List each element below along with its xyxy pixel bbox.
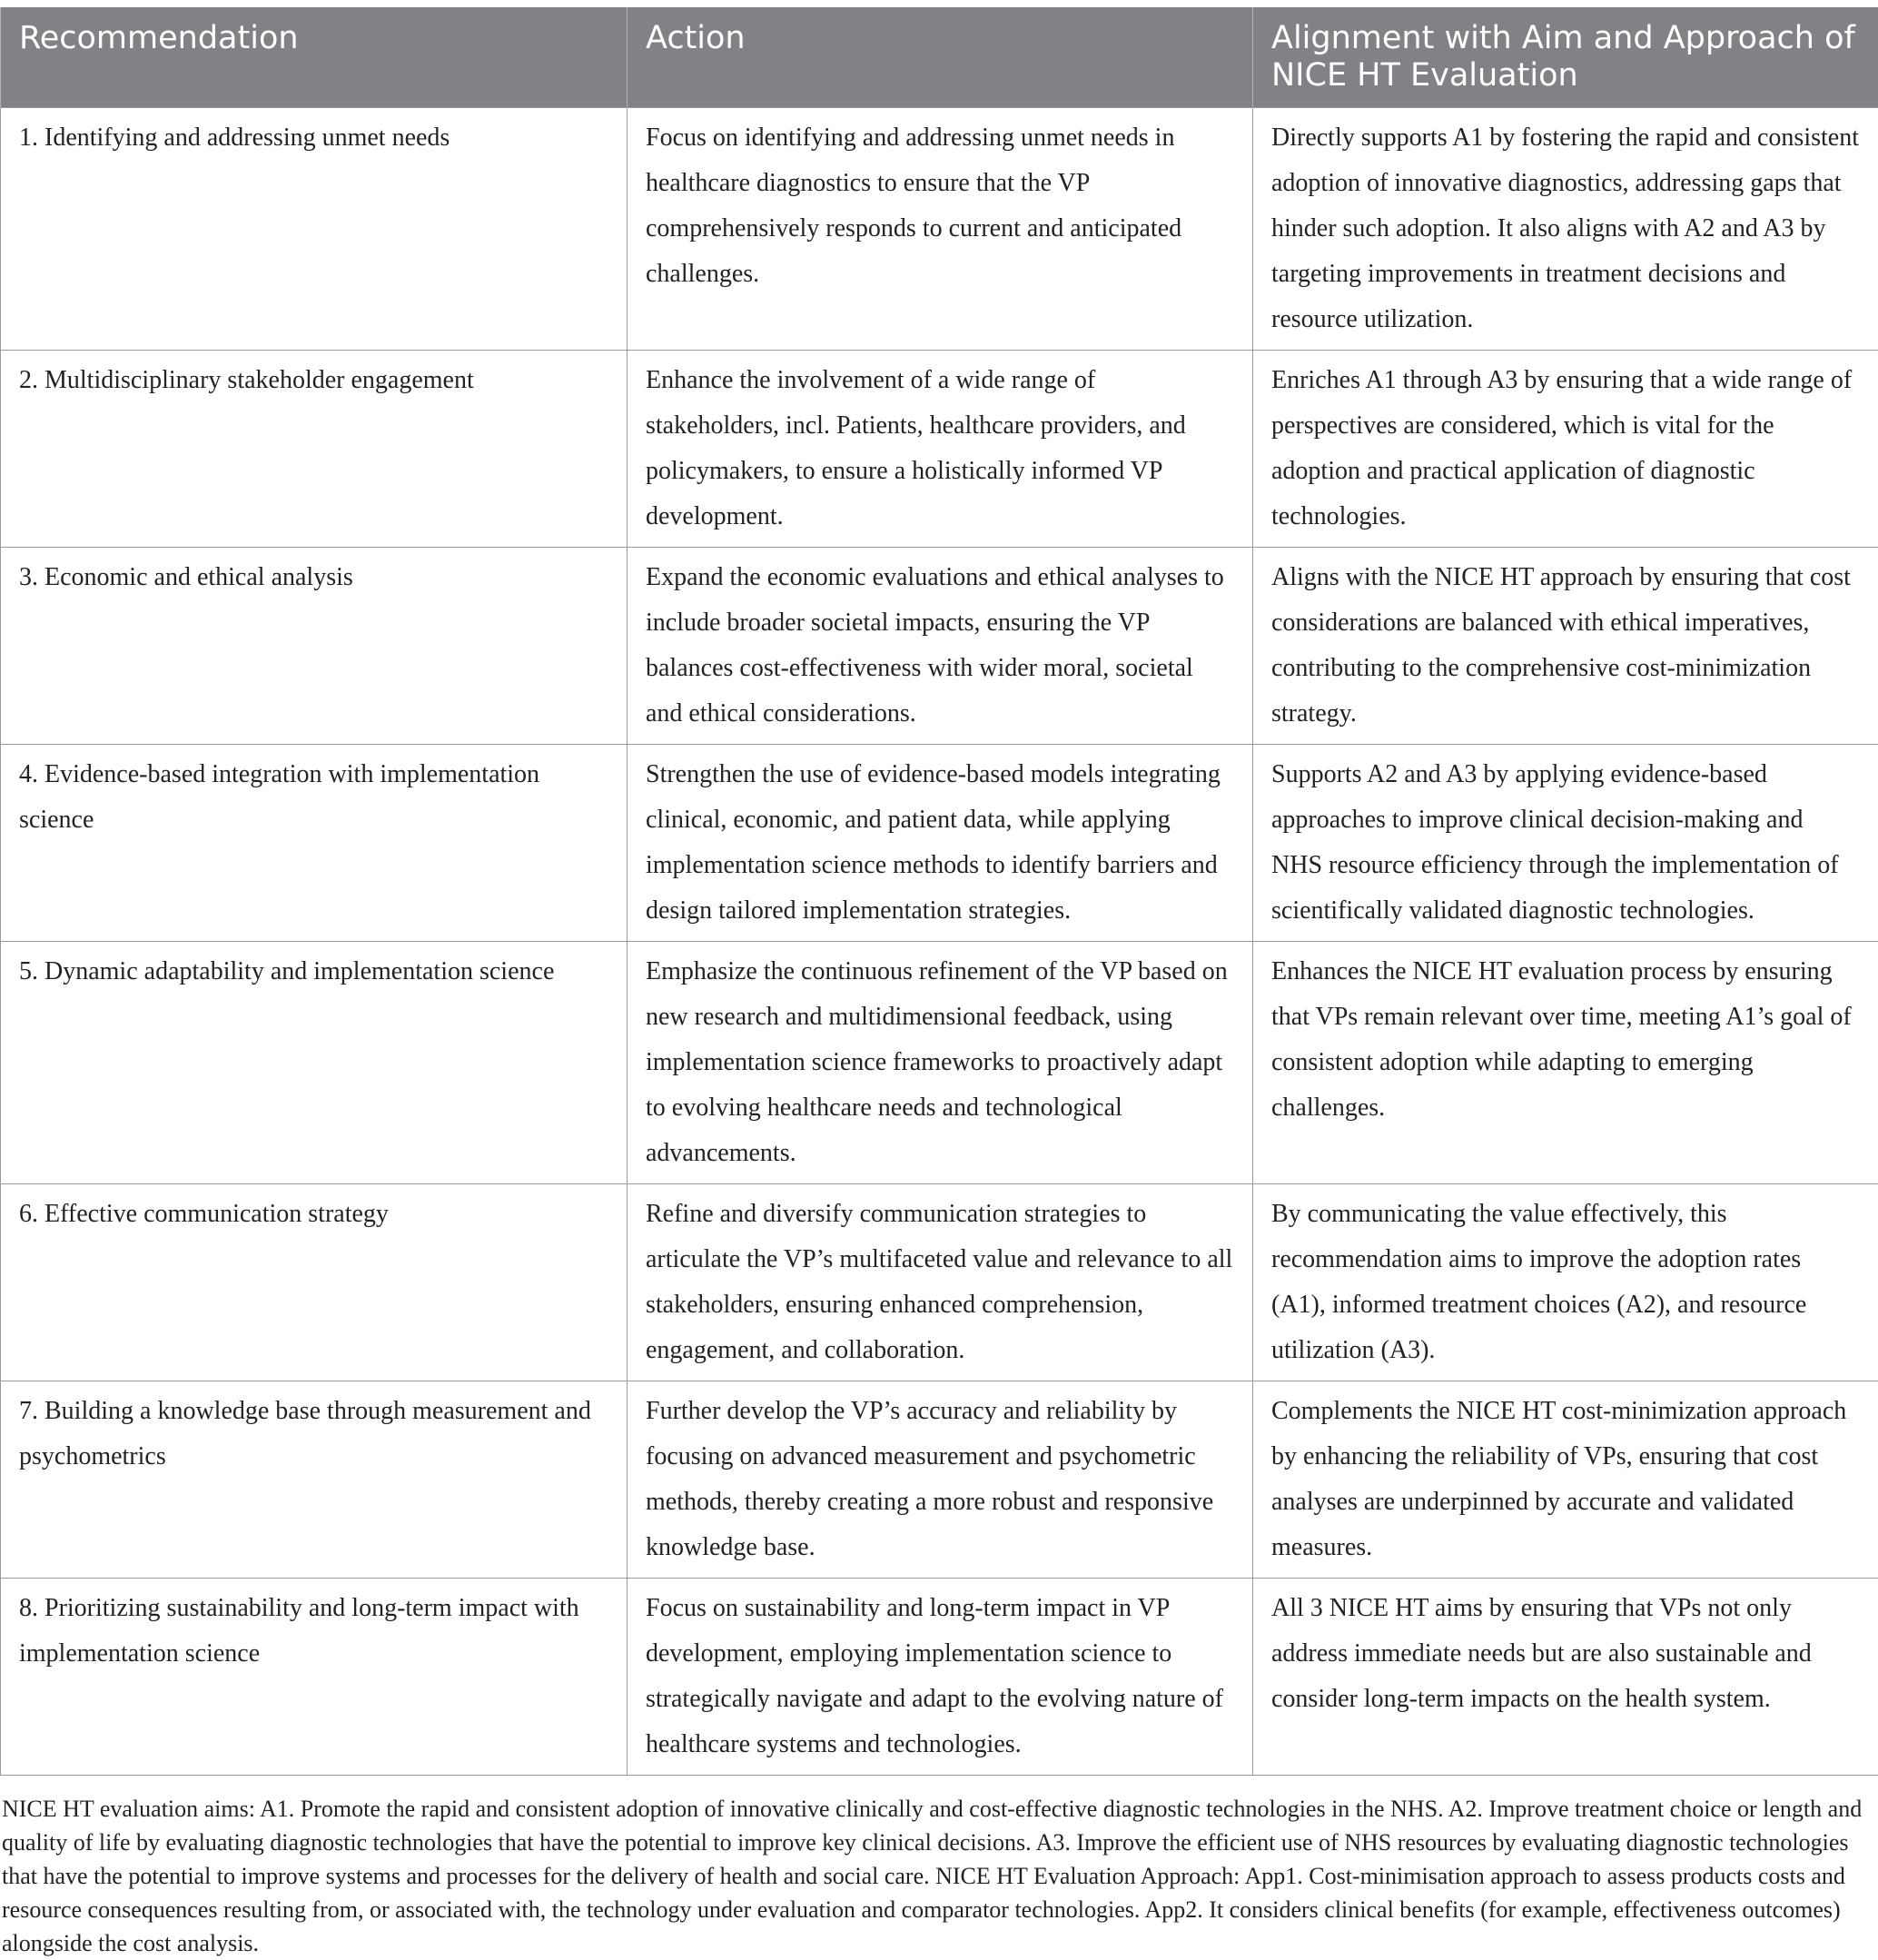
table-row	[1, 745, 1878, 942]
cell-recommendation: 2. Multidisciplinary stakeholder engagement	[1, 351, 628, 548]
cell-alignment: Complements the NICE HT cost-minimization approach by enhancing the reliability of VPs, ensuring that cost analyses are underpinned by accurate and validated measures.	[1253, 1381, 1878, 1579]
cell-recommendation: 8. Prioritizing sustainability and long-term impact with implementation science	[1, 1579, 628, 1776]
cell-alignment: By communicating the value effectively, this recommendation aims to improve the adoption rates (A1), informed treatment choices (A2), and resource utilization (A3).	[1253, 1184, 1878, 1381]
header-recommendation: Recommendation	[1, 7, 628, 108]
table-row	[1, 1381, 1878, 1579]
cell-recommendation: 4. Evidence-based integration with implementation science	[1, 745, 628, 942]
table-row	[1, 1184, 1878, 1381]
table-row	[1, 942, 1878, 1184]
table-row	[1, 351, 1878, 548]
cell-alignment: All 3 NICE HT aims by ensuring that VPs not only address immediate needs but are also sustainable and consider long-term impacts on the health system.	[1253, 1579, 1878, 1776]
cell-alignment: Enriches A1 through A3 by ensuring that a wide range of perspectives are considered, which is vital for the adoption and practical application of diagnostic technologies.	[1253, 351, 1878, 548]
table-footnote: NICE HT evaluation aims: A1. Promote the rapid and consistent adoption of innovative clinically and cost-effective diagnostic technologies in the NHS. A2. Improve treatment choice or length and quality of life by evaluating diagnostic technologies that have the potential to improve key clinical decisions. A3. Improve the efficient use of NHS resources by evaluating diagnostic technologies that have the potential to improve systems and processes for the delivery of health and social care. NICE HT Evaluation Approach: App1. Cost-minimisation approach to assess products costs and resource consequences resulting from, or associated with, the technology under evaluation and comparator technologies. App2. It considers clinical benefits (for example, effectiveness outcomes) alongside the cost analysis.	[0, 1776, 1878, 1960]
cell-action: Focus on sustainability and long-term impact in VP development, employing implementation science to strategically navigate and adapt to the evolving nature of healthcare systems and technologies.	[628, 1579, 1253, 1776]
header-alignment: Alignment with Aim and Approach of NICE HT Evaluation	[1253, 7, 1878, 108]
table-row	[1, 548, 1878, 745]
cell-recommendation: 5. Dynamic adaptability and implementation science	[1, 942, 628, 1184]
cell-action: Refine and diversify communication strategies to articulate the VP’s multifaceted value and relevance to all stakeholders, ensuring enhanced comprehension, engagement, and collaboration.	[628, 1184, 1253, 1381]
cell-recommendation: 7. Building a knowledge base through measurement and psychometrics	[1, 1381, 628, 1579]
document-page	[0, 7, 1878, 1960]
header-action: Action	[628, 7, 1253, 108]
table-row	[1, 108, 1878, 351]
cell-action: Enhance the involvement of a wide range of stakeholders, incl. Patients, healthcare providers, and policymakers, to ensure a holistically informed VP development.	[628, 351, 1253, 548]
cell-action: Expand the economic evaluations and ethical analyses to include broader societal impacts, ensuring the VP balances cost-effectiveness with wider moral, societal and ethical considerations.	[628, 548, 1253, 745]
cell-action: Further develop the VP’s accuracy and reliability by focusing on advanced measurement and psychometric methods, thereby creating a more robust and responsive knowledge base.	[628, 1381, 1253, 1579]
cell-alignment: Enhances the NICE HT evaluation process by ensuring that VPs remain relevant over time, meeting A1’s goal of consistent adoption while adapting to emerging challenges.	[1253, 942, 1878, 1184]
cell-alignment: Supports A2 and A3 by applying evidence-based approaches to improve clinical decision-making and NHS resource efficiency through the implementation of scientifically validated diagnostic technologies.	[1253, 745, 1878, 942]
cell-alignment: Aligns with the NICE HT approach by ensuring that cost considerations are balanced with ethical imperatives, contributing to the comprehensive cost-minimization strategy.	[1253, 548, 1878, 745]
cell-alignment: Directly supports A1 by fostering the rapid and consistent adoption of innovative diagnostics, addressing gaps that hinder such adoption. It also aligns with A2 and A3 by targeting improvements in treatment decisions and resource utilization.	[1253, 108, 1878, 351]
cell-recommendation: 1. Identifying and addressing unmet needs	[1, 108, 628, 351]
cell-recommendation: 3. Economic and ethical analysis	[1, 548, 628, 745]
cell-action: Strengthen the use of evidence-based models integrating clinical, economic, and patient data, while applying implementation science methods to identify barriers and design tailored implementation strategies.	[628, 745, 1253, 942]
cell-action: Focus on identifying and addressing unmet needs in healthcare diagnostics to ensure that the VP comprehensively responds to current and anticipated challenges.	[628, 108, 1253, 351]
cell-recommendation: 6. Effective communication strategy	[1, 1184, 628, 1381]
cell-action: Emphasize the continuous refinement of the VP based on new research and multidimensional feedback, using implementation science frameworks to proactively adapt to evolving healthcare needs and technological advancements.	[628, 942, 1253, 1184]
table-row	[1, 1579, 1878, 1776]
recommendations-table	[0, 7, 1878, 1776]
table-header-row	[1, 7, 1878, 108]
